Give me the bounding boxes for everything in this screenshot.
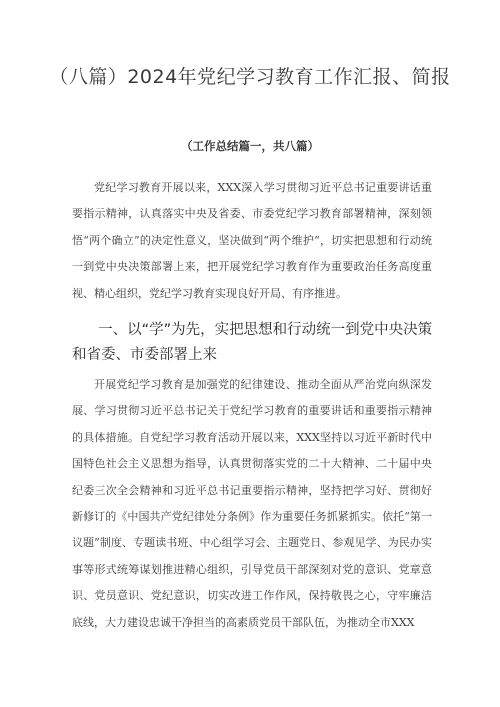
document-subtitle: （工作总结篇一，共八篇） [181,139,319,153]
document-title: （八篇）2024年党纪学习教育工作汇报、简报 [49,66,451,88]
intro-paragraph: 党纪学习教育开展以来，XXX深入学习贯彻习近平总书记重要讲话重要指示精神，认真落实中央及省委、市委党纪学习教育部署精神，深刻领悟“两个确立”的决定性意义，坚决做到“两个维护“，切实把思想和行动统一到党中央决策部署上来，把开展党纪学习教育作为重要政治任务高度重视、精心组织，党纪学习教育实现良好开局、有序推进。 [72,181,432,300]
section-heading-1: 一、以“学”为先，实把思想和行动统一到党中央决策和省委、市委部署上来 [72,322,433,363]
section-1-paragraph: 开展党纪学习教育是加强党的纪律建设、推动全面从严治党向纵深发展、学习贯彻习近平总书记关于党纪学习教育的重要讲话和重要指示精神的具体措施。自党纪学习教育活动开展以来，XXX坚持以习近平新时代中国特色社会主义思想为指导，认真贯彻落实党的二十大精神、二十届中央纪委三次全会精神和习近平总书记重要指示精神，坚持把学习好、贯彻好新修订的《中国共产党纪律处分条例》作为重要任务抓紧抓实。依托“第一议题”制度、专题读书班、中心组学习会、主题党日、参观见学、为民办实事等形式统筹谋划推进精心组织，引导党员干部深刻对党的意识、党章意识、党员意识、党纪意识，切实改进工作作风，保持敬畏之心，守牢廉洁底线，大力建设忠诚干净担当的高素质党员干部队伍，为推动全市XXX [72,378,432,629]
